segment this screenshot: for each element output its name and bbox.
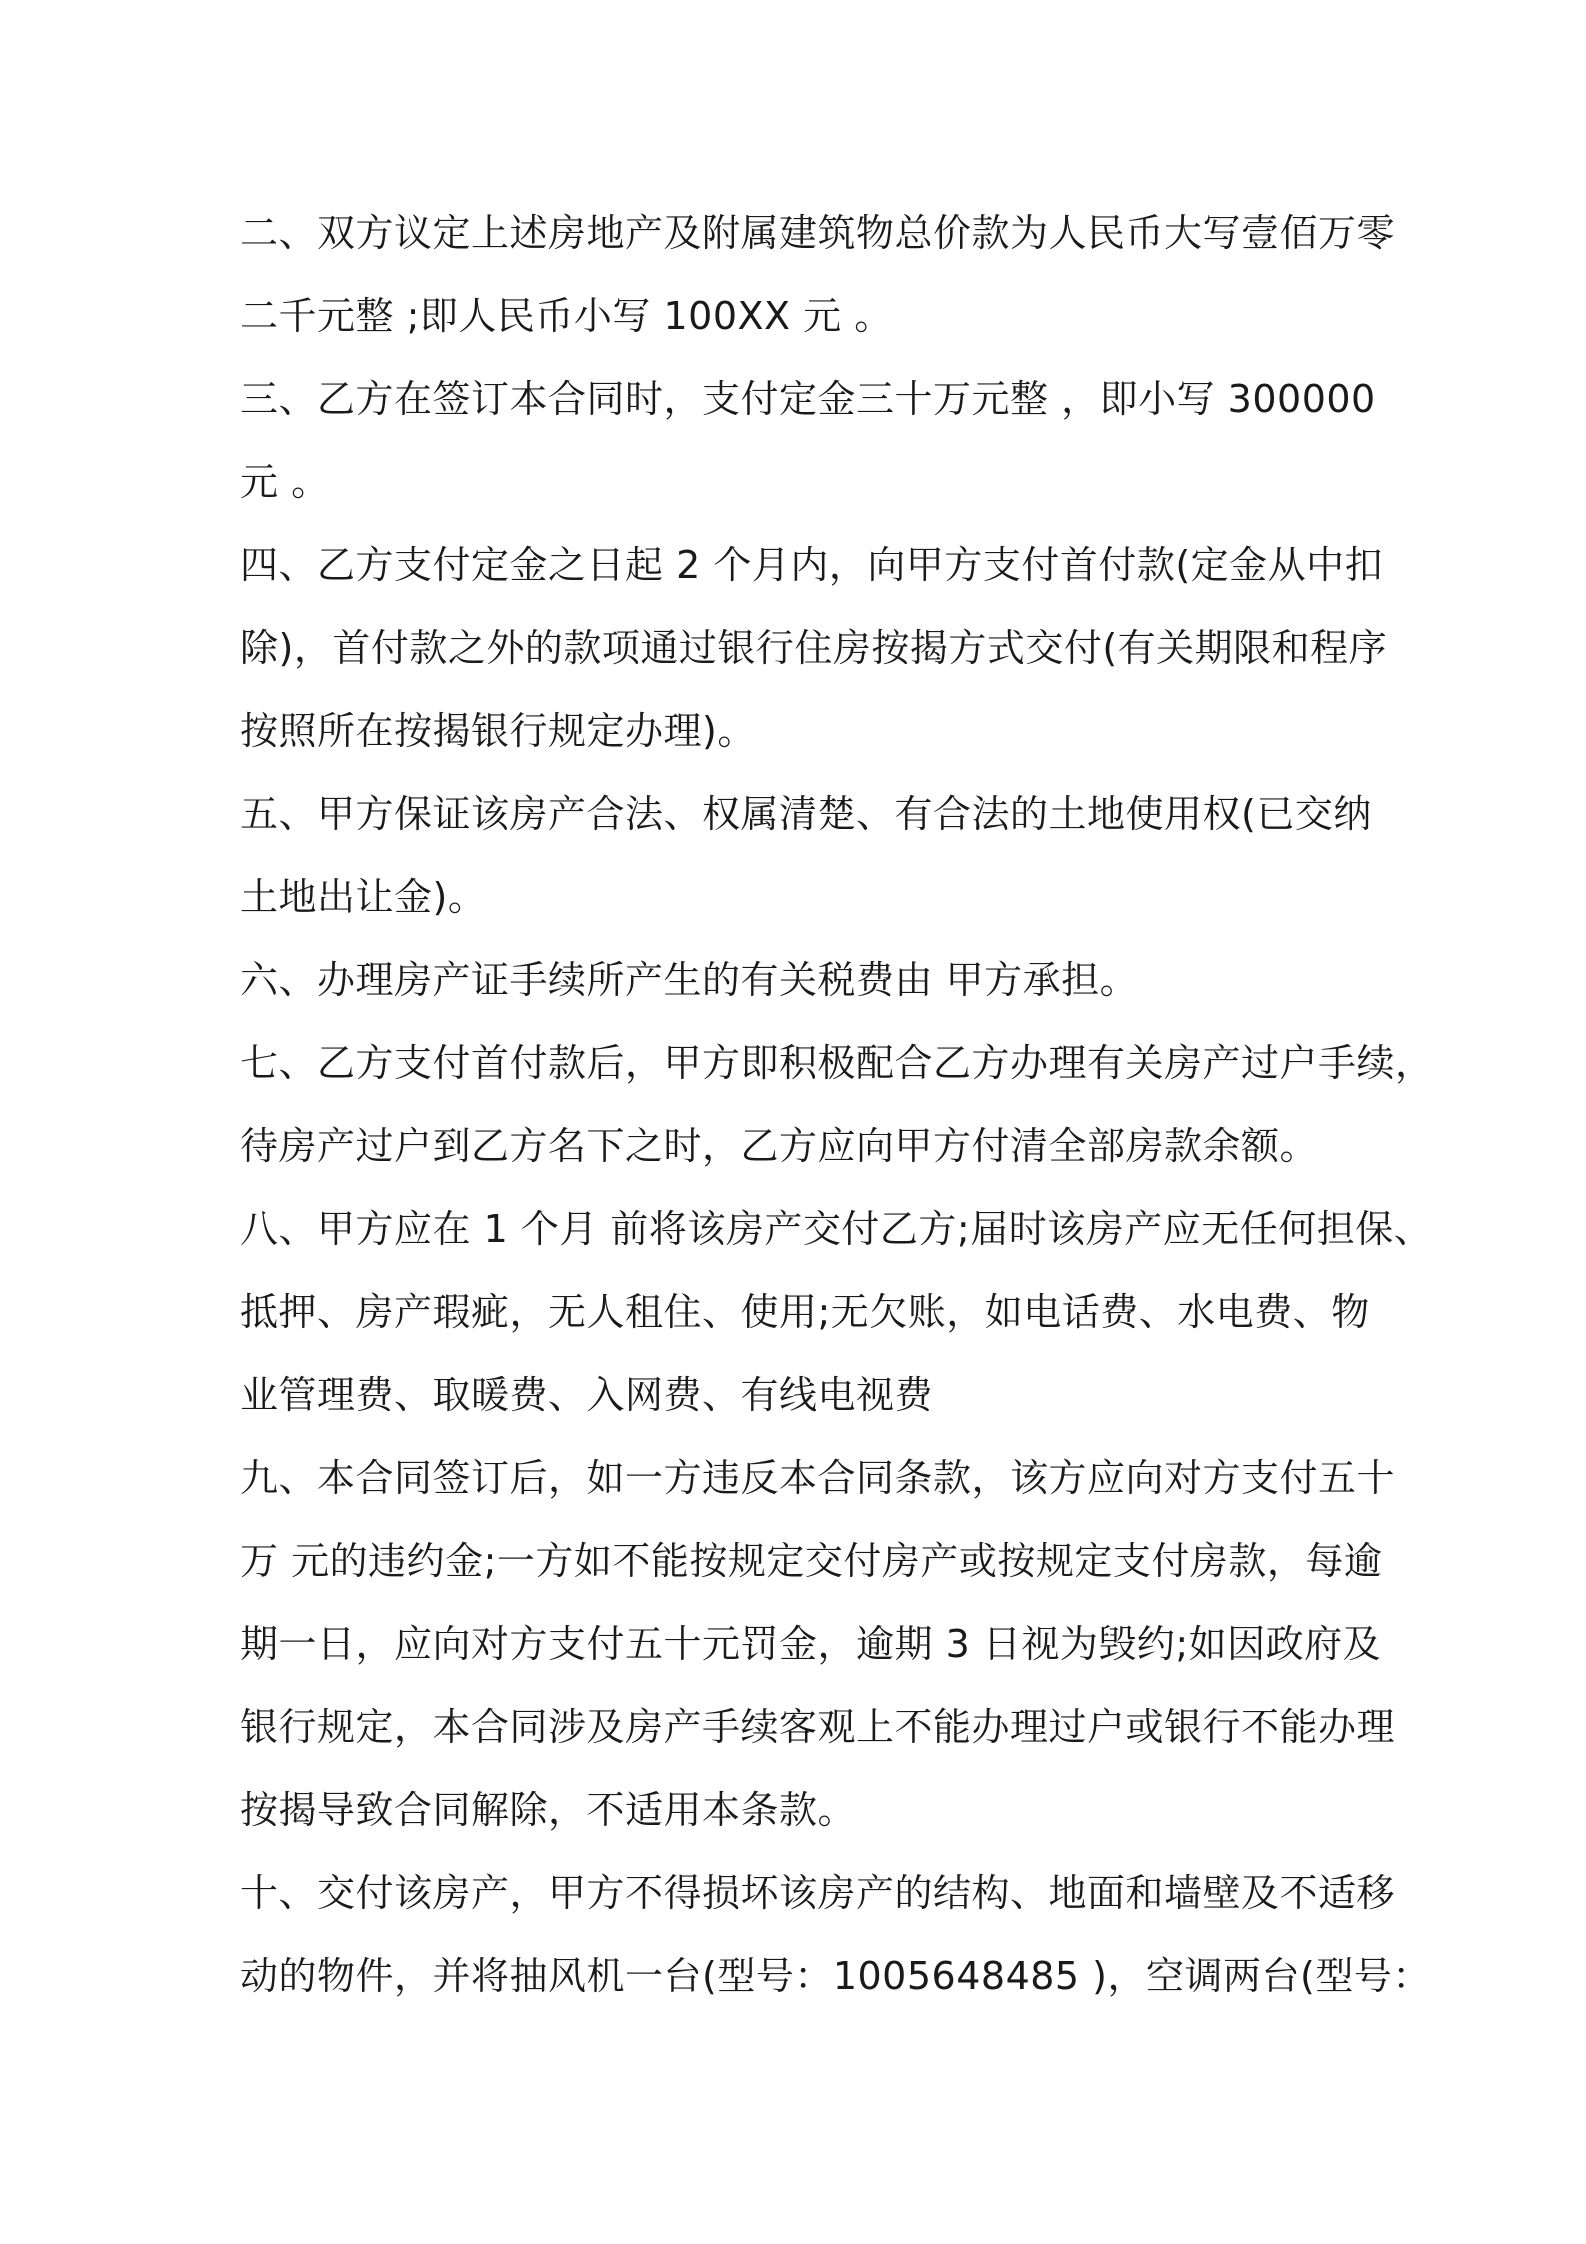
clause-4-line-1: 四、乙方支付定金之日起 2 个月内，向甲方支付首付款(定金从中扣 [240, 543, 1384, 587]
clause-7-line-2: 待房产过户到乙方名下之时，乙方应向甲方付清全部房款余额。 [240, 1124, 1319, 1168]
clause-9-line-2: 万 元的违约金;一方如不能按规定交付房产或按规定支付房款，每逾 [240, 1539, 1383, 1583]
clause-9-line-5: 按揭导致合同解除，不适用本条款。 [240, 1788, 857, 1832]
clause-5-line-2: 土地出让金)。 [240, 875, 487, 919]
clause-10-line-1: 十、交付该房产，甲方不得损坏该房产的结构、地面和墙壁及不适移 [240, 1871, 1396, 1915]
clause-3-line-1: 三、乙方在签订本合同时，支付定金三十万元整 ，即小写 300000 [240, 377, 1376, 421]
clause-8-line-1: 八、甲方应在 1 个月 前将该房产交付乙方;届时该房产应无任何担保、 [240, 1207, 1433, 1251]
clause-4-line-3: 按照所在按揭银行规定办理)。 [240, 709, 756, 753]
clause-9-line-3: 期一日，应向对方支付五十元罚金，逾期 3 日视为毁约;如因政府及 [240, 1622, 1382, 1666]
clause-8-line-3: 业管理费、取暖费、入网费、有线电视费 [240, 1373, 934, 1417]
clause-2-line-2: 二千元整 ;即人民币小写 100XX 元 。 [240, 294, 893, 338]
clause-4-line-2: 除)，首付款之外的款项通过银行住房按揭方式交付(有关期限和程序 [240, 626, 1388, 670]
contract-body [240, 192, 1434, 2018]
clause-7-line-1: 七、乙方支付首付款后，甲方即积极配合乙方办理有关房产过户手续， [240, 1041, 1434, 1085]
clause-10-line-2: 动的物件，并将抽风机一台(型号：1005648485 )，空调两台(型号： [240, 1954, 1431, 1998]
clause-8-line-2: 抵押、房产瑕疵，无人租住、使用;无欠账，如电话费、水电费、物 [240, 1290, 1370, 1334]
clause-5-line-1: 五、甲方保证该房产合法、权属清楚、有合法的土地使用权(已交纳 [240, 792, 1372, 836]
clause-6-line-1: 六、办理房产证手续所产生的有关税费由 甲方承担。 [240, 958, 1139, 1002]
clause-9-line-1: 九、本合同签订后，如一方违反本合同条款，该方应向对方支付五十 [240, 1456, 1396, 1500]
clause-3-line-2: 元 。 [240, 460, 330, 504]
clause-9-line-4: 银行规定，本合同涉及房产手续客观上不能办理过户或银行不能办理 [240, 1705, 1396, 1749]
clause-2-line-1: 二、双方议定上述房地产及附属建筑物总价款为人民币大写壹佰万零 [240, 211, 1396, 255]
